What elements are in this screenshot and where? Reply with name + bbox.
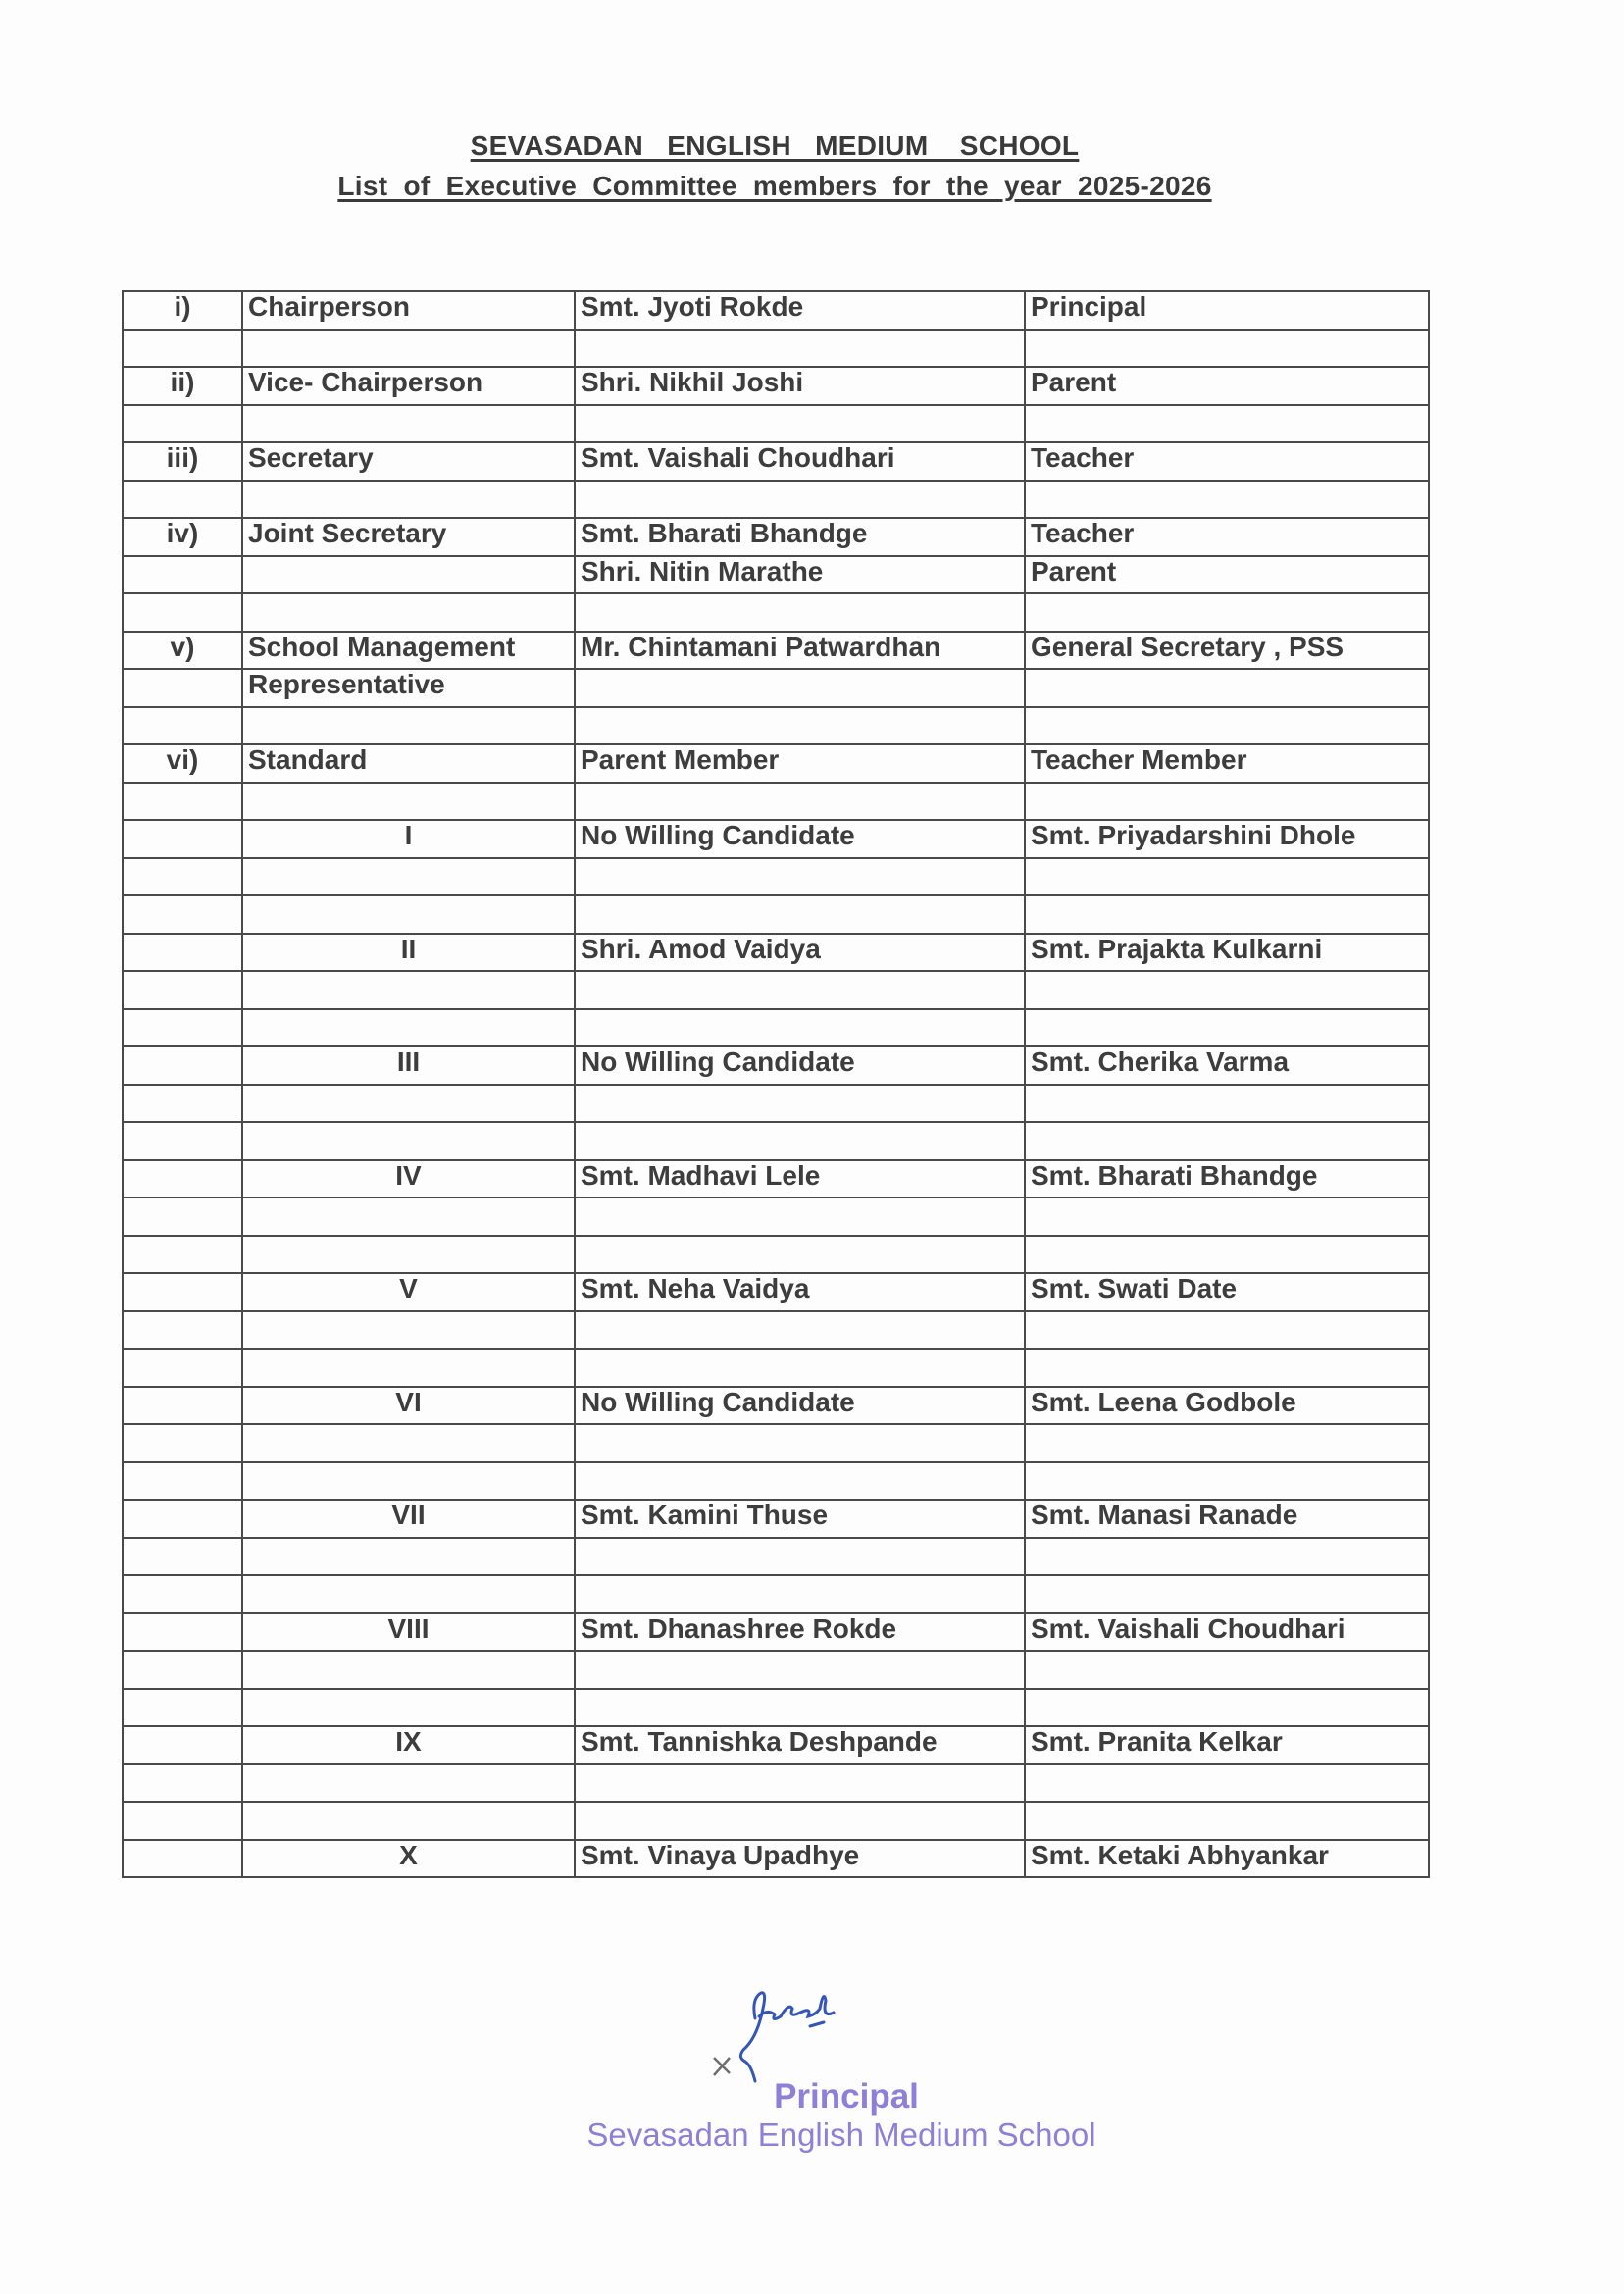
spacer-row [123,593,1429,632]
spacer-row [123,1802,1429,1840]
role-cell: Vice- Chairperson [242,367,575,405]
role-cell: School Management [242,632,575,670]
column-header-teacher: Teacher Member [1025,744,1429,783]
spacer-row [123,707,1429,745]
cross-mark-icon [714,2058,730,2075]
parent-member-cell: No Willing Candidate [575,1387,1025,1425]
designation-cell: Teacher [1025,442,1429,481]
school-name-heading [0,130,1587,162]
parent-member-cell: Smt. Dhanashree Rokde [575,1613,1025,1652]
spacer-row [123,481,1429,519]
standard-cell: I [242,820,575,858]
standard-row [123,1387,1429,1425]
spacer-row [123,1198,1429,1236]
parent-member-cell: Smt. Tannishka Deshpande [575,1726,1025,1764]
standard-row [123,1613,1429,1652]
row-number: iii) [123,442,242,481]
parent-member-cell: Shri. Amod Vaidya [575,934,1025,972]
spacer-row [123,1311,1429,1350]
standard-cell: IV [242,1160,575,1198]
spacer-row [123,1689,1429,1727]
table-row [123,518,1429,556]
standard-row [123,1046,1429,1085]
standard-cell: VIII [242,1613,575,1652]
role-cell: Chairperson [242,291,575,330]
standard-row [123,1500,1429,1538]
standard-row [123,1273,1429,1311]
table-row [123,669,1429,707]
stamp-school-name: Sevasadan English Medium School [586,2116,1096,2153]
standard-row [123,1726,1429,1764]
teacher-member-cell: Smt. Prajakta Kulkarni [1025,934,1429,972]
parent-member-cell: Smt. Neha Vaidya [575,1273,1025,1311]
spacer-row [123,971,1429,1009]
standards-header-row [123,744,1429,783]
standard-cell: X [242,1840,575,1878]
teacher-member-cell: Smt. Ketaki Abhyankar [1025,1840,1429,1878]
spacer-row [123,895,1429,934]
teacher-member-cell: Smt. Manasi Ranade [1025,1500,1429,1538]
column-header-parent: Parent Member [575,744,1025,783]
role-cell: Representative [242,669,575,707]
parent-member-cell: Smt. Vinaya Upadhye [575,1840,1025,1878]
parent-member-cell: No Willing Candidate [575,1046,1025,1085]
row-number: vi) [123,744,242,783]
document-subtitle [0,171,1587,202]
row-number: i) [123,291,242,330]
teacher-member-cell: Smt. Pranita Kelkar [1025,1726,1429,1764]
teacher-member-cell: Smt. Vaishali Choudhari [1025,1613,1429,1652]
spacer-row [123,1424,1429,1462]
subtitle-text: List of Executive Committee members for the year 2025-2026 [337,171,1212,201]
spacer-row [123,1462,1429,1501]
table-row [123,442,1429,481]
name-cell: Mr. Chintamani Patwardhan [575,632,1025,670]
teacher-member-cell: Smt. Swati Date [1025,1273,1429,1311]
stamp-title: Principal [774,2077,919,2116]
role-cell: Secretary [242,442,575,481]
spacer-row [123,1009,1429,1047]
standard-cell: II [242,934,575,972]
standard-row [123,820,1429,858]
committee-table [122,290,1430,1878]
name-cell: Shri. Nitin Marathe [575,556,1025,594]
teacher-member-cell: Smt. Priyadarshini Dhole [1025,820,1429,858]
spacer-row [123,1538,1429,1576]
school-name-text: SEVASADAN ENGLISH MEDIUM SCHOOL [470,130,1080,161]
standard-cell: III [242,1046,575,1085]
designation-cell: General Secretary , PSS [1025,632,1429,670]
spacer-row [123,1651,1429,1689]
column-header-standard: Standard [242,744,575,783]
standard-cell: IX [242,1726,575,1764]
table-row [123,291,1429,330]
designation-cell: Parent [1025,556,1429,594]
standard-row [123,1160,1429,1198]
designation-cell: Parent [1025,367,1429,405]
role-cell: Joint Secretary [242,518,575,556]
designation-cell: Teacher [1025,518,1429,556]
spacer-row [123,1085,1429,1123]
standard-cell: V [242,1273,575,1311]
teacher-member-cell: Smt. Leena Godbole [1025,1387,1429,1425]
row-number: ii) [123,367,242,405]
designation-cell: Principal [1025,291,1429,330]
spacer-row [123,1122,1429,1160]
table-row [123,632,1429,670]
standard-row [123,934,1429,972]
row-number: iv) [123,518,242,556]
teacher-member-cell: Smt. Bharati Bhandge [1025,1160,1429,1198]
spacer-row [123,783,1429,821]
table-row [123,367,1429,405]
spacer-row [123,1575,1429,1613]
parent-member-cell: Smt. Kamini Thuse [575,1500,1025,1538]
row-number: v) [123,632,242,670]
standard-cell: VII [242,1500,575,1538]
spacer-row [123,330,1429,368]
spacer-row [123,1236,1429,1274]
name-cell: Smt. Bharati Bhandge [575,518,1025,556]
parent-member-cell: Smt. Madhavi Lele [575,1160,1025,1198]
name-cell: Smt. Vaishali Choudhari [575,442,1025,481]
standard-row [123,1840,1429,1878]
principal-signature [686,1979,922,2087]
spacer-row [123,1349,1429,1387]
name-cell: Shri. Nikhil Joshi [575,367,1025,405]
spacer-row [123,1764,1429,1803]
parent-member-cell: No Willing Candidate [575,820,1025,858]
standard-cell: VI [242,1387,575,1425]
spacer-row [123,858,1429,896]
signature-stroke [740,1993,834,2081]
spacer-row [123,405,1429,443]
name-cell: Smt. Jyoti Rokde [575,291,1025,330]
table-row [123,556,1429,594]
teacher-member-cell: Smt. Cherika Varma [1025,1046,1429,1085]
